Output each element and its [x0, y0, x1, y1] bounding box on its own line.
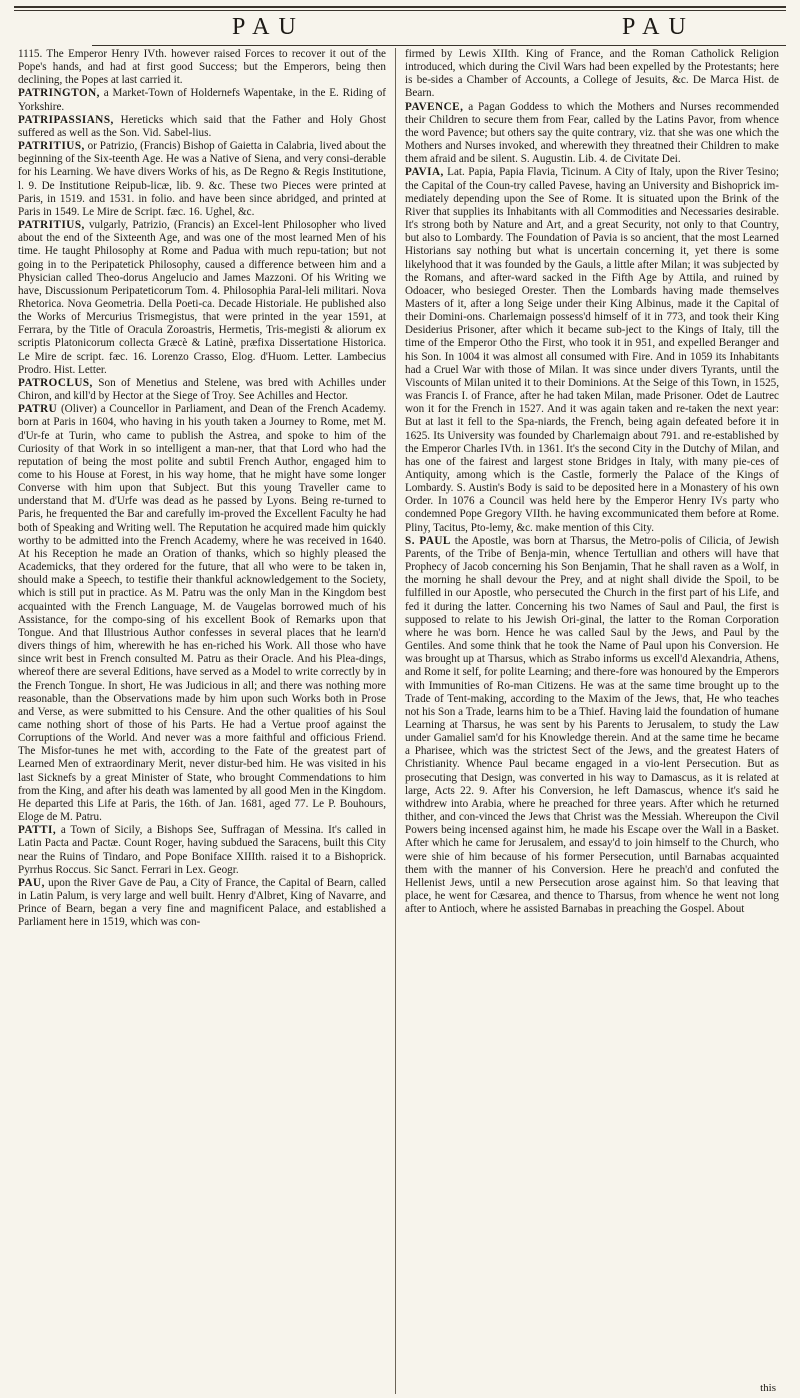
dictionary-entry — [405, 101, 779, 167]
entry-headword: PATRU — [18, 403, 58, 416]
head-rule — [92, 45, 786, 46]
dictionary-entry — [18, 48, 386, 87]
column-divider — [395, 48, 396, 1394]
entry-headword: PATROCLUS, — [18, 376, 93, 389]
entry-text: Son of Menetius and Stelene, was bred with Achilles under Chiron, and kill'd by Hector at the Siege of Troy. See Achilles and Hector. — [18, 376, 386, 403]
dictionary-entry — [18, 377, 386, 403]
left-column — [18, 48, 386, 1394]
entry-headword: PATRINGTON, — [18, 87, 100, 100]
entry-headword: PATRITIUS, — [18, 140, 85, 153]
entry-text: 1115. The Emperor Henry IVth. however raised Forces to recover it out of the Pope's hands, and had at first good Success; but the Emperors, being then declining, the Popes at last carried it. — [18, 48, 386, 87]
right-column — [405, 48, 779, 1394]
entry-text: Lat. Papia, Papia Flavia, Ticinum. A City of Italy, upon the River Tesino; the Capital of the Coun-try called Pavese, having an University and Bishoprick im-mediately depending upon the See of Rome. It is situated upon the Brink of the River that supplies its Inhabitants with all Commodities and Necessaries desirable. It's strong both by Nature and Art, and a great Security, not only to that Country, but also to Lombardy. The Foundation of Pavia is so ancient, that the most Learned Historians say nothing but what is uncertain concerning it, yet there is some likelyhood that it was founded by the Gauls, a little after Milan; it was subjected by the Romans, and after-ward sacked in the Fifth Age by Attila, and ruined by Odoacer, who besieged Orester. Then the Lombards having made themselves Masters of it, after a long Seige under their King Albinus, made it the Capital of their Domini-ons. Charlemaign possess'd himself of it in 773, and took their King Desiderius Prisoner, after which it became sub-ject to the Kings of Italy, till the time of the Emperor Otho the First, who took it in 951, and expelled Beranger and his Son. In 1004 it was almost all consumed with Fire. And in 1059 its Inhabitants had a Cruel War with those of Milan. It was since under divers Tyrants, until the Viscounts of Milan united it to their Dominions. At the Seige of this Town, in 1525, was Francis I. of France, after he had taken Milan, made Prisoner. Odet de Lautrec won it for the French in 1527. And it was again taken and re-taken the next year: But at last it fell to the Spa-niards, the French, being again defeated before it in 1625. Its University was founded by Charlemaign about 791. and re-established by the Emperor Charles IVth. in 1361. It's the second City in the Dutchy of Milan, and has one of the fairest and largest stone Bridges in Italy, with many pie-ces of Antiquity, among which is the Castle, formerly the Palace of the Kings of Lombardy. S. Austin's Body is said to be deposited here in a Monastery of his own Order. In 1076 a Council was held here by the Emperor Henry IVs party who condemned Pope Gregory VIIth. he having excommunicated them before at Rome. Pliny, Tacitus, Pto-lemy, &c. make mention of this City. — [405, 166, 779, 534]
entry-headword: PAVENCE, — [405, 100, 464, 113]
entry-headword: PAVIA, — [405, 166, 444, 179]
entry-text: a Town of Sicily, a Bishops See, Suffragan of Messina. It's called in Latin Pacta and Pactæ. Count Roger, having subdued the Saracens, built this City near the Ruins of Tindaro, and Pope Boniface XIIIth. raised it to a Bishoprick. Pyrrhus Roccus. Sic Sanct. Ferrari in Lex. Geogr. — [18, 824, 386, 876]
entry-headword: PATRIPASSIANS, — [18, 113, 114, 126]
running-head-right: PAU — [622, 14, 695, 40]
entry-text: a Market-Town of Holdernefs Wapentake, in the E. Riding of Yorkshire. — [18, 87, 386, 113]
entry-headword: PATTI, — [18, 824, 57, 837]
dictionary-entry — [18, 877, 386, 930]
entry-text: (Oliver) a Councellor in Parliament, and Dean of the French Academy. born at Paris in 1604, who having in his youth taken a Journey to Rome, met M. d'Ur-fe at Turin, who came to publish the Astrea, and spoke to him of the Curiosity of that Work in so intelligent a man-ner, that that Lord who had the reputation of being the most polite and subtil French Author, engaged him to come to his House at Forest, in his way home, that he might have some longer Converse with him upon that Subject. But this young Traveller came to understand that M. d'Urfe was dead as he passed by Lyons. Being re-turned to Paris, he frequented the Bar and carefully im-proved the Excellent Faculty he had both of Speaking and Writing well. The Reputation he acquired made him quickly worthy to be admitted into the French Academy, where he was received in 1640. At his Reception he made an Oration of thanks, which so highly pleased the Academicks, that they ordered for the future, that all who were to be taken in, should make a Speech, to testifie their thankful acknowledgement to the Society, which is still put in practice. As M. Patru was the only Man in the Kingdom best acquainted with the French Language, M. de Vaugelas borrowed much of his Assistance, for the compo-sing of his excellent Book of Remarks upon that Tongue. And that Illustrious Author confesses in several places that he learn'd divers things of him, wherewith he has en-riched his Work. All those who have since writ best in French consulted M. Patru as their Oracle. And his Plea-dings, whereof there are several Editions, have served as a Model to write correctly by in the French Tongue. In short, He was Judicious in all; and there was nothing more reasonable, than the Observations made by him upon such Works both in Prose and Verse, as were submitted to his Censure. And the other qualities of his Soul came nothing short of those of his Parts. He had a Vertue proof against the Corruptions of the World. And never was a more faithful and officious Friend. The Misfor-tunes he met with, according to the Fate of the greatest part of Learned Men of extraordinary Merit, never distur-bed him. He was visited in his last Sicknefs by a great Minister of State, who brought Commendations to him from the King, and after his death was lamented by all good Men in the Kingdom. He departed this Life at Paris, the 16th. of Jan. 1681, aged 77. Le P. Bouhours, Eloge de M. Patru. — [18, 403, 386, 824]
entry-text: firmed by Lewis XIIth. King of France, and the Roman Catholick Religion introduced, which during the Civil Wars had been expelled by the Protestants; here is be-sides a Chamber of Accounts, a College of Jesuits, &c. De Marca Hist. de Bearn. — [405, 48, 779, 100]
dictionary-entry — [18, 403, 386, 824]
entry-text: vulgarly, Patrizio, (Francis) an Excel-lent Philosopher who lived about the end of the Sixteenth Age, and was one of the most learned Men of his time. He taught Philosophy at Rome and Padua with much repu-tation; but not going in to the Peripatetick Philosophy, caused a difference between him and a Physician called Theo-dorus Angelucio and James Mazzoni. Of his Writing we have, Discussionum Peripateticorum Tom. 4. Philosophia Paral-leli militari. Nova Rhetorica. Nova Geometria. Della Poeti-ca. Decade Historiale. He published also the Works of Mercurius Trismegistus, that were printed in the year 1591, at Ferrara, by the Title of Oracula Zoroastris, Hermetis, Tris-megisti & aliorum ex scriptis Platonicorum collecta Græcè & Latinè, præfixa Dissertatione Historica. Le Mire de script. fæc. 16. Lorenzo Crasso, Elog. d'Huom. Letter. Lambecius Prodro. Hist. Letter. — [18, 219, 386, 376]
dictionary-entry — [18, 140, 386, 219]
entry-text: or Patrizio, (Francis) Bishop of Gaietta in Calabria, lived about the beginning of the Six-teenth Age. He was a Native of Siena, and very consi-derable for his Learning. We have divers Works of his, as De Regno & Regis Institutione, l. 9. De Institutione Reipub-licæ, lib. 9. &c. These two Pieces were printed at Paris, in 1519. and 1531. in folio. and have been since abridged, and printed at Paris in 1549. Le Mire de Script. fæc. 16. Ughel, &c. — [18, 140, 386, 218]
dictionary-entry — [405, 48, 779, 101]
dictionary-entry — [18, 87, 386, 113]
entry-text: the Apostle, was born at Tharsus, the Metro-polis of Cilicia, of Jewish Parents, of the Tribe of Benja-min, whence Tertullian and others will have that Prophecy of Jacob concerning his Son Benjamin, That he shall raven as a Wolf, in the morning he shall devour the Prey, and at night shall divide the Spoil, to be fulfilled in our Apostle, who persecuted the Church in the first part of his Life, and fed it during the latter. Concerning his two Names of Saul and Paul, the first is supposed to relate to his Jewish Ori-ginal, the latter to the Roman Corporation where he was born. Hence he was called Saul by the Jews, and Paul by the Gentiles. And some think that he took the Name of Paul upon his Conversion. He was brought up at Tharsus, which as Strabo informs us excell'd Alexandria, Athens, and Rome it self, for polite Learning; and there-fore was honoured by the Emperors with Immunities of Ro-man Citizens. He was at the same time brought up to the Trade of Tent-making, according to the Maxim of the Jews, that, He who teaches not his Son a Trade, learns him to be a Thief. Having laid the foundation of humane Learning at Tharsus, he was sent by his Parents to Jerusalem, to study the Law under Gamaliel sam'd for his Knowledge therein. And at the same time he became a Pharisee, which was the strictest Sect of the Jews, and the greatest Haters of Christianity. Whence Paul became engaged in a vio-lent Persecution. But as prosecuting that Design, was converted in his way to Damascus, as it is related at large, Acts 22. 9. After his Conversion, he left Damascus, whence it's said he withdrew into Arabia, where he preached for three years. After which he returned thither, and con-vinced the Jews that Christ was the Messiah. Whereupon the Civil Powers being incensed against him, he made his Escape over the Wall in a Basket. After which he came for Jerusalem, and essay'd to join himself to the Church, who were shie of him because of his former Persecution, until Barnabas acquainted them with the manner of his Conversion. Here he preach'd and confuted the Hellenist Jews, until a new Persecution arose against him. So that leaving that place, he went for Cæsarea, and thence to Tharsus, from whence he went not long after to Antioch, where he assisted Barnabas in preaching the Gospel. About — [405, 534, 779, 916]
entry-text: upon the River Gave de Pau, a City of France, the Capital of Bearn, called in Latin Palum, is very large and well built. Henry d'Albret, King of Navarre, and Prince of Bearn, began a very fine and magnificent Palace, and established a Parliament here in 1519, which was con- — [18, 876, 386, 929]
entry-text: a Pagan Goddess to which the Mothers and Nurses recommended their Children to secure them from Fear, called by the Latins Pavor, from whence the word Pavence; but others say the quite contrary, viz. that she was one which the Mothers and Nurses invoked, and wherewith they threatned their Children to make them afraid and be silent. S. Augustin. Lib. 4. de Civitate Dei. — [405, 100, 779, 166]
dictionary-entry — [405, 166, 779, 534]
entry-headword: S. PAUL — [405, 534, 451, 547]
top-rule-thin — [14, 10, 786, 11]
dictionary-entry — [405, 535, 779, 917]
entry-text: Hereticks which said that the Father and Holy Ghost suffered as well as the Son. Vid. Sabel-lius. — [18, 113, 386, 139]
dictionary-entry — [18, 219, 386, 377]
entry-headword: PATRITIUS, — [18, 219, 85, 232]
dictionary-entry — [18, 824, 386, 877]
entry-headword: PAU, — [18, 876, 45, 889]
dictionary-entry — [18, 114, 386, 140]
catchword: this — [760, 1382, 776, 1394]
top-rule — [14, 6, 786, 8]
running-head-left: PAU — [232, 14, 305, 40]
